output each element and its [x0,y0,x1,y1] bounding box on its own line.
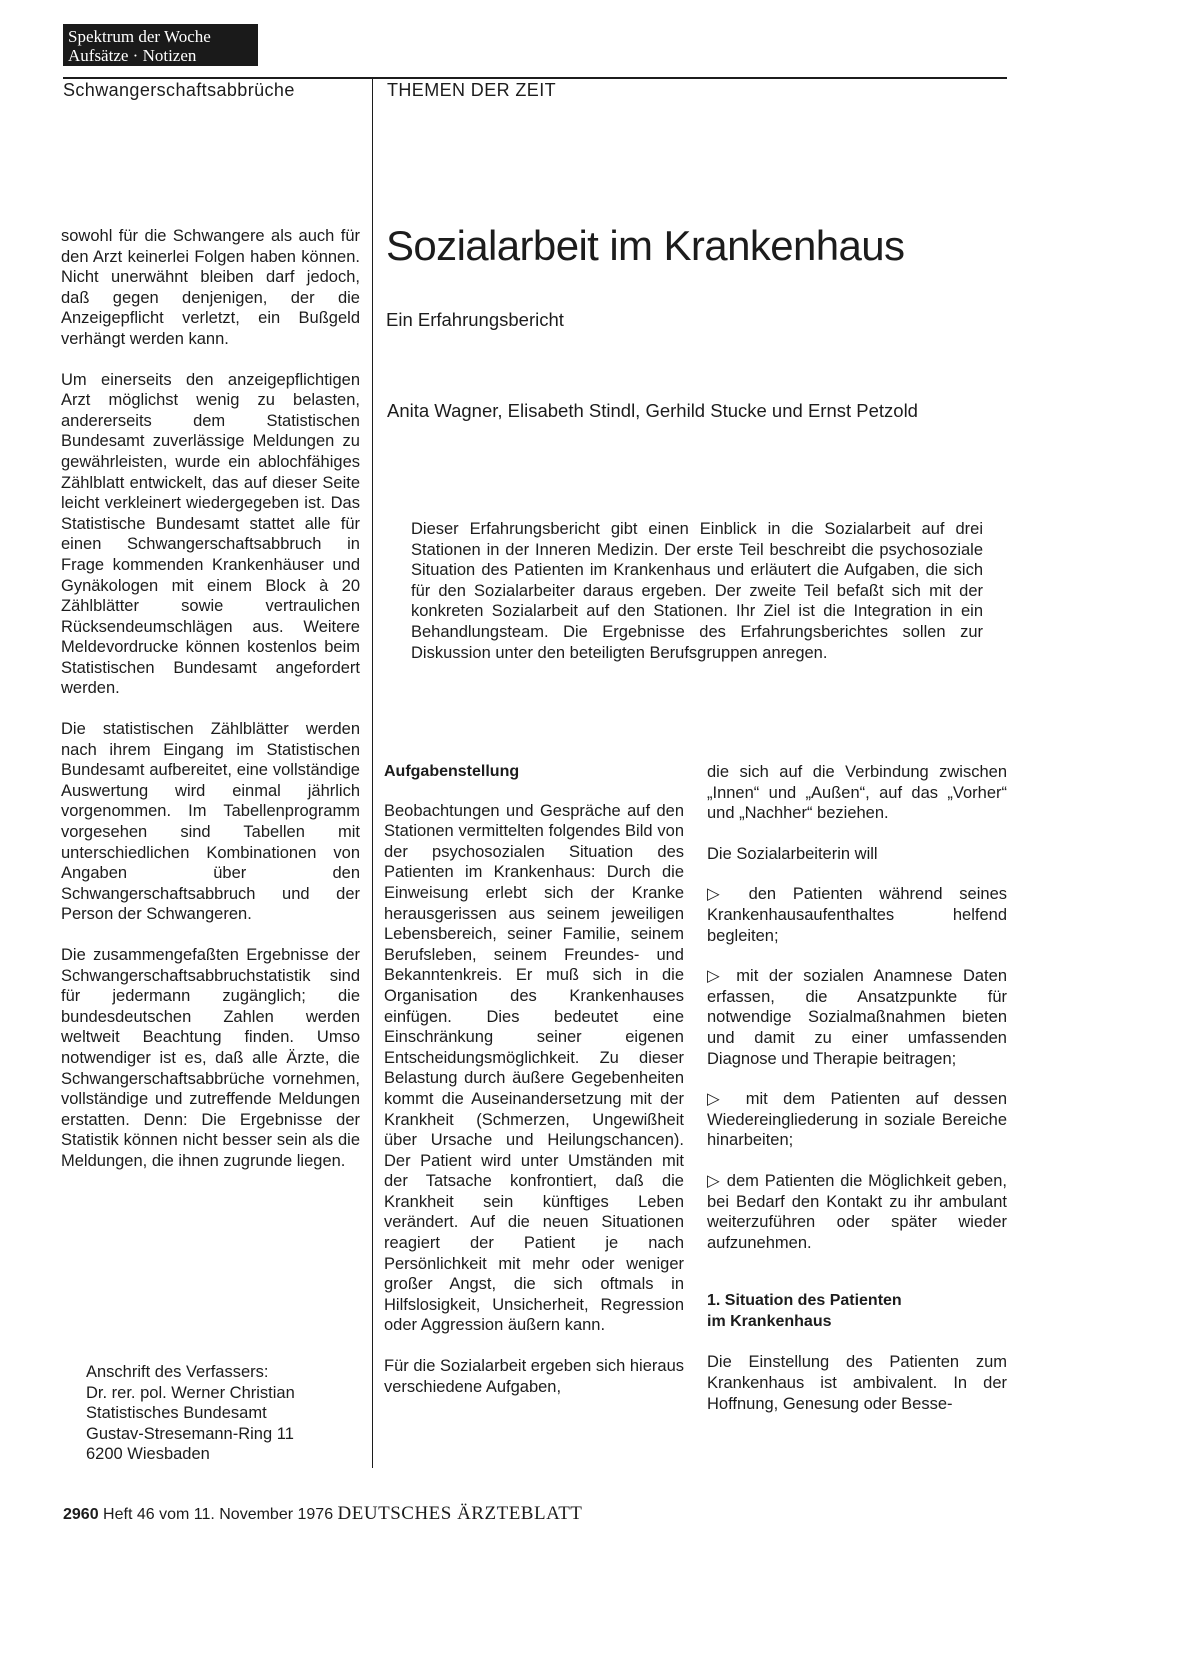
middle-column [384,762,684,1417]
body-paragraph: Die Sozialarbeiterin will [707,844,878,863]
section-heading-line-1: 1. Situation des Patienten [707,1292,902,1310]
issue-info: Heft 46 vom 11. November 1976 [103,1506,334,1523]
bullet-item [707,966,1007,1069]
bullet-text: mit dem Patienten auf dessen Wiedereingliederung in soziale Bereiche hinarbeiten; [707,1090,1007,1150]
triangle-bullet-icon: ▷ [707,967,726,986]
bullet-text: mit der sozialen Anamnese Daten erfassen, die Ansatzpunkte für notwendige Sozialmaßnahmen bieten und damit zu einer umfassenden Diagnose und Therapie beitragen; [707,967,1007,1068]
body-paragraph: Für die Sozialarbeit ergeben sich hieraus verschiedene Aufgaben, [384,1357,684,1396]
page-footer [63,1503,582,1525]
left-paragraph: sowohl für die Schwangere als auch für den Arzt keinerlei Folgen haben können. Nicht unerwähnt bleiben darf jedoch, daß gegen denjenigen, der die Anzeigepflicht verletzt, ein Bußgeld verhängt werden kann. [61,227,360,348]
bullet-item [707,884,1007,946]
running-head-right: THEMEN DER ZEIT [387,80,557,100]
column-divider [372,77,373,1468]
address-name: Dr. rer. pol. Werner Christian [86,1383,295,1402]
author-address [86,1362,360,1465]
section-badge [63,24,258,66]
triangle-bullet-icon: ▷ [707,1171,721,1190]
section-heading-line-2: im Krankenhaus [707,1312,832,1330]
address-street: Gustav-Stresemann-Ring 11 [86,1424,294,1443]
badge-line-1: Spektrum der Woche [68,27,211,46]
triangle-bullet-icon: ▷ [707,885,732,904]
address-label: Anschrift des Verfassers: [86,1363,269,1381]
address-city: 6200 Wiesbaden [86,1445,210,1464]
article-title: Sozialarbeit im Krankenhaus [386,222,905,269]
article-subtitle: Ein Erfahrungsbericht [386,309,564,330]
section-heading [707,1291,1007,1332]
page-number: 2960 [63,1506,99,1523]
left-paragraph: Die statistischen Zählblätter werden nach ihrem Eingang im Statistischen Bundesamt aufbereitet, eine vollständige Auswertung wird einmal jährlich vorgenommen. Im Tabellenprogramm vorgesehen sind Tabellen mit unterschiedlichen Kombinationen von Angaben über den Schwangerschaftsabbruch und der Person der Schwangeren. [61,720,360,924]
bullet-item [707,1171,1007,1253]
right-column [707,762,1007,1434]
body-paragraph: Beobachtungen und Gespräche auf den Stationen vermittelten folgendes Bild von der psychosozialen Situation des Patienten im Krankenhaus: Durch die Einweisung erlebt sich der Kranke herausgerissen aus seinem jeweiligen Lebensbereich, seiner Familie, seinem Berufsleben, seinem Freundes- und Bekanntenkreis. Er muß sich in die Organisation des Krankenhauses einfügen. Dies bedeutet eine Einschränkung seiner eigenen Entscheidungsmöglichkeit. Zu dieser Belastung durch äußere Gegebenheiten kommt die Auseinandersetzung mit der Krankheit (Schmerzen, Ungewißheit über Ursache und Heilungschancen). Der Patient wird unter Umständen mit der Tatsache konfrontiert, daß die Krankheit sein künftiges Leben verändert. Auf die neuen Situationen reagiert der Patient je nach Persönlichkeit mit mehr oder weniger großer Angst, die sich oftmals in Hilfslosigkeit, Unsicherheit, Regression oder Aggression äußern kann. [384,801,684,1335]
address-institution: Statistisches Bundesamt [86,1404,267,1423]
header-rule [63,77,1007,79]
bullet-text: dem Patienten die Möglichkeit geben, bei Bedarf den Kontakt zu ihr ambulant weiterzuführen oder später wieder aufzunehmen. [707,1171,1007,1252]
badge-line-2: Aufsätze · Notizen [68,46,197,65]
bullet-text: den Patienten während seines Krankenhausaufenthaltes helfend begleiten; [707,885,1007,945]
body-paragraph: die sich auf die Verbindung zwischen „Innen“ und „Außen“, auf das „Vorher“ und „Nachher“ beziehen. [707,763,1007,823]
bullet-item [707,1089,1007,1151]
running-head-left: Schwangerschaftsabbrüche [63,80,295,100]
left-paragraph: Die zusammengefaßten Ergebnisse der Schwangerschaftsabbruchstatistik sind für jedermann zugänglich; die bundesdeutschen Zahlen werden weltweit Beachtung finden. Umso notwendiger ist es, daß alle Ärzte, die Schwangerschaftsabbrüche vornehmen, vollständige und zutreffende Meldungen erstatten. Denn: Die Ergebnisse der Statistik können nicht besser sein als die Meldungen, die ihnen zugrunde liegen. [61,946,360,1170]
triangle-bullet-icon: ▷ [707,1090,731,1109]
article-abstract: Dieser Erfahrungsbericht gibt einen Einblick in die Sozialarbeit auf drei Stationen in der Inneren Medizin. Der erste Teil beschreibt die psychosoziale Situation des Patienten im Krankenhaus und erläutert die Aufgaben, die sich für den Sozialarbeiter daraus ergeben. Der zweite Teil befaßt sich mit der konkreten Sozialarbeit auf den Stationen. Ihr Ziel ist die Integration in ein Behandlungsteam. Die Ergebnisse des Erfahrungsberichtes sollen zur Diskussion unter den beteiligten Berufsgruppen anregen. [411,520,983,662]
body-paragraph: Die Einstellung des Patienten zum Krankenhaus ist ambivalent. In der Hoffnung, Genesung oder Besse- [707,1353,1007,1413]
left-column [61,226,360,1192]
journal-name: DEUTSCHES ÄRZTEBLATT [337,1503,583,1524]
article-authors: Anita Wagner, Elisabeth Stindl, Gerhild Stucke und Ernst Petzold [387,400,918,421]
left-paragraph: Um einerseits den anzeigepflichtigen Arzt möglichst wenig zu belasten, andererseits dem Statistischen Bundesamt zuverlässige Meldungen zu gewährleisten, wurde ein ablochfähiges Zählblatt entwickelt, das auf dieser Seite leicht verkleinert wiedergegeben ist. Das Statistische Bundesamt stattet alle für einen Schwangerschaftsabbruch in Frage kommenden Krankenhäuser und Gynäkologen mit einem Block à 20 Zählblätter sowie vertraulichen Rücksendeumschlägen aus. Weitere Meldevordrucke können kostenlos beim Statistischen Bundesamt angefordert werden. [61,370,360,698]
section-heading: Aufgabenstellung [384,763,520,780]
